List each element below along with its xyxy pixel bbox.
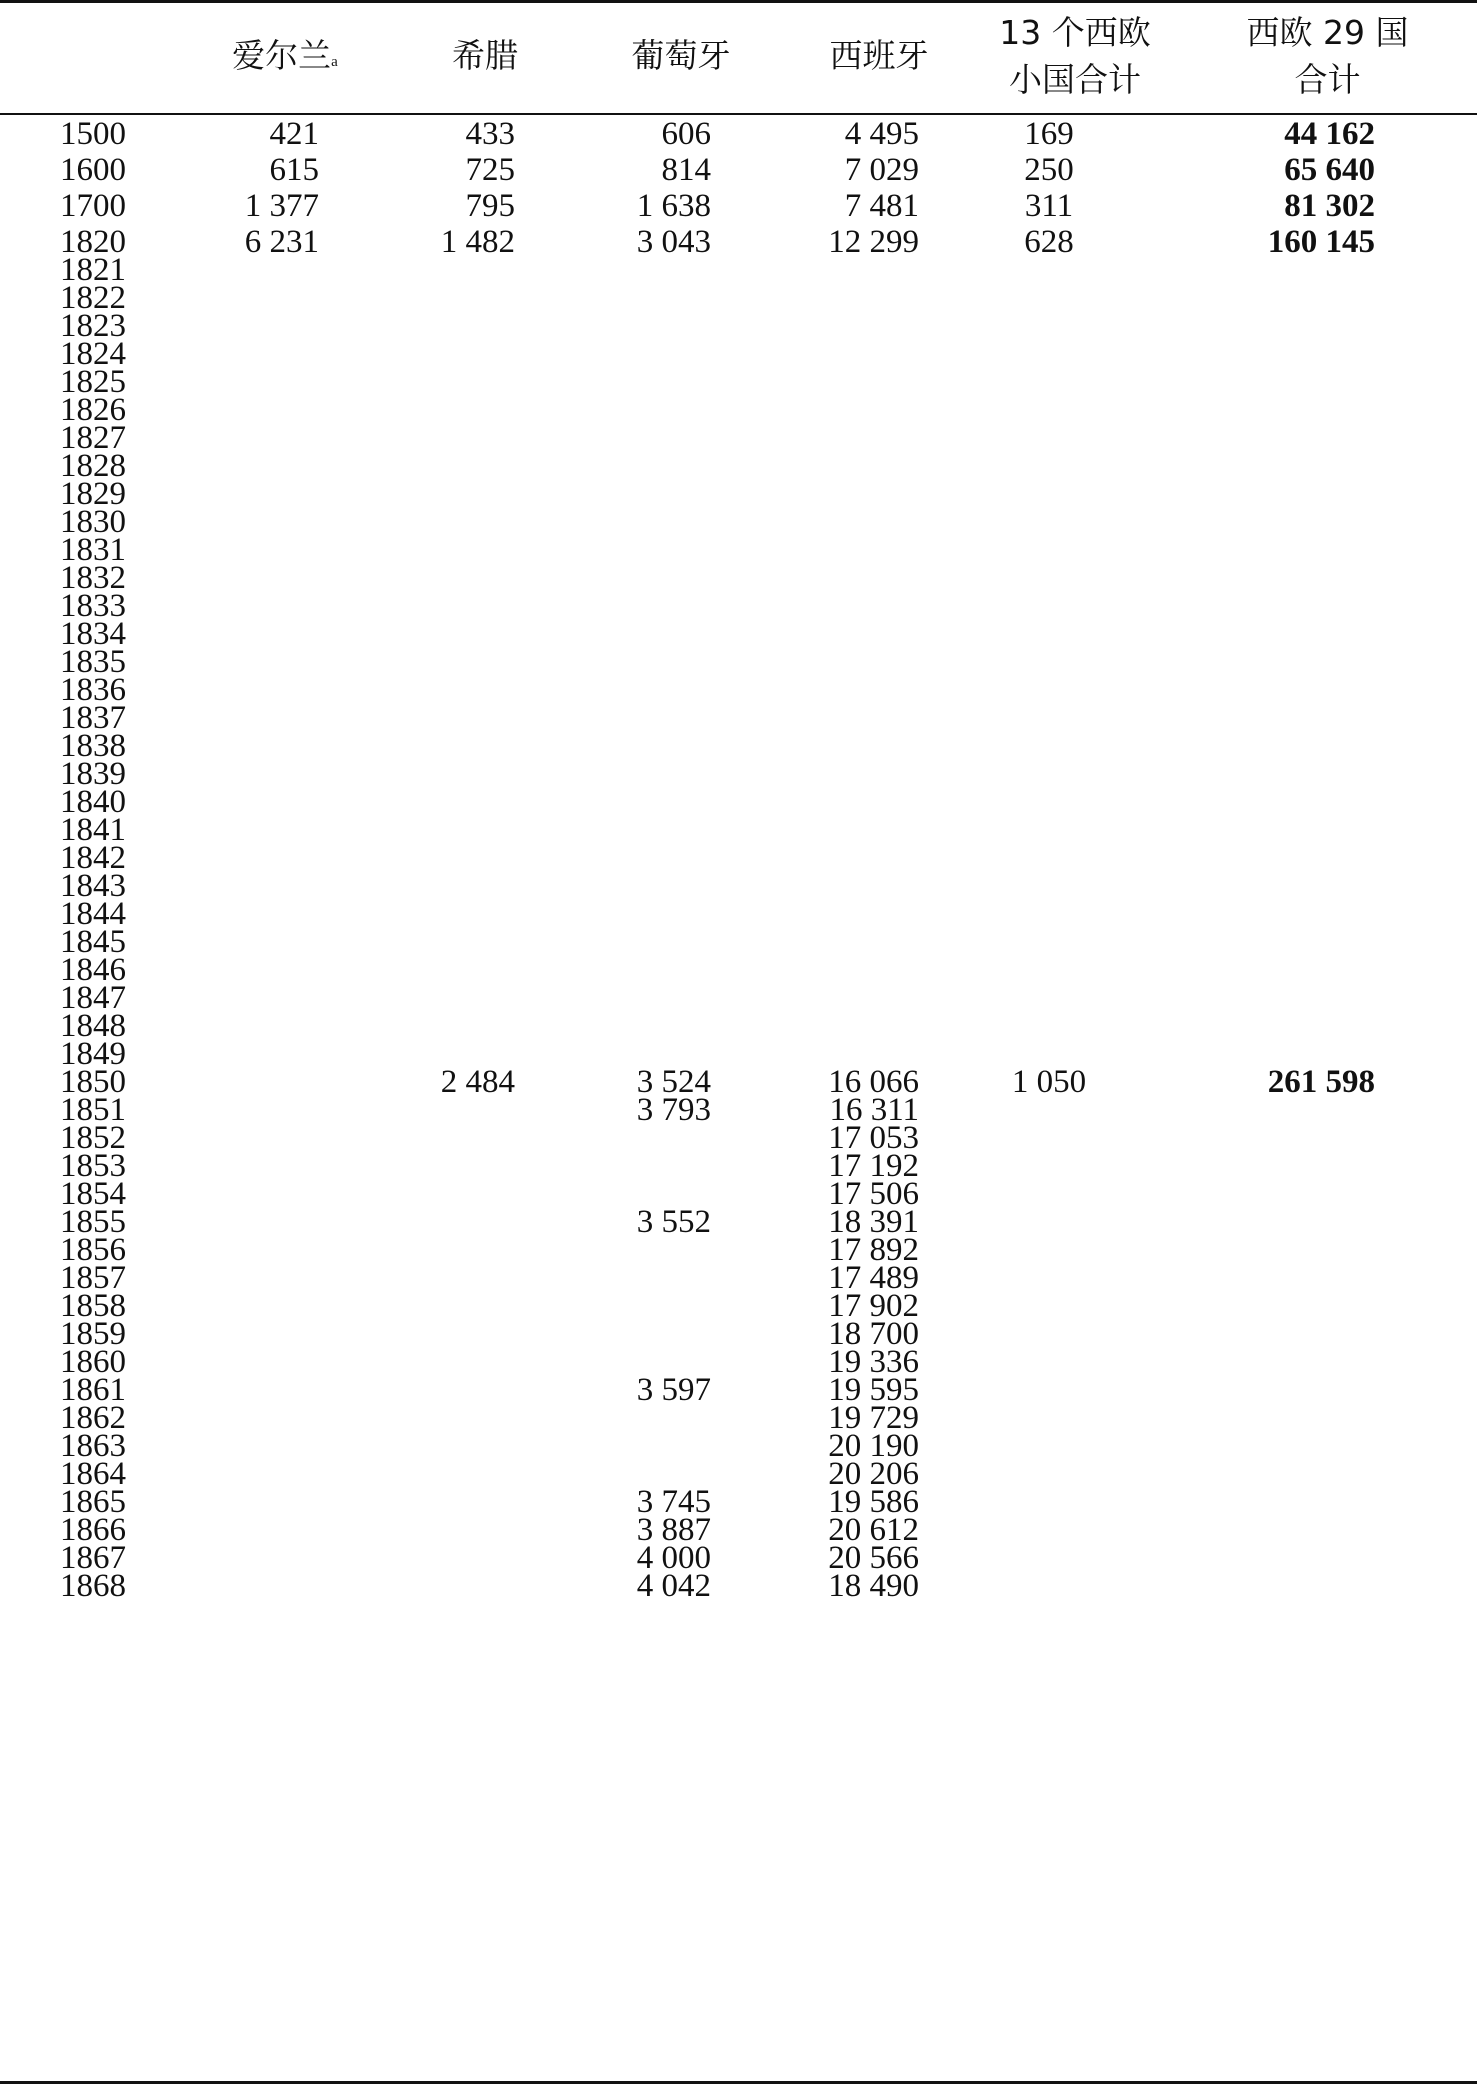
cell-year: 1837 xyxy=(60,700,126,736)
cell-spain: 7 481 xyxy=(844,188,919,224)
cell-total29: 160 145 xyxy=(1267,224,1375,260)
cell-year: 1864 xyxy=(60,1456,126,1492)
cell-year: 1821 xyxy=(60,252,126,288)
cell-year: 1822 xyxy=(60,280,126,316)
cell-spain: 17 053 xyxy=(828,1120,919,1156)
cell-year: 1833 xyxy=(60,588,126,624)
cell-year: 1847 xyxy=(60,980,126,1016)
cell-portugal: 3 745 xyxy=(636,1484,711,1520)
cell-total29: 81 302 xyxy=(1284,188,1375,224)
cell-year: 1853 xyxy=(60,1148,126,1184)
cell-year: 1866 xyxy=(60,1512,126,1548)
cell-year: 1849 xyxy=(60,1036,126,1072)
cell-spain: 16 311 xyxy=(829,1092,919,1128)
cell-spain: 19 586 xyxy=(828,1484,919,1520)
cell-spain: 20 206 xyxy=(828,1456,919,1492)
cell-spain: 16 066 xyxy=(828,1064,919,1100)
cell-ireland: 6 231 xyxy=(244,224,319,260)
cell-spain: 17 489 xyxy=(828,1260,919,1296)
cell-spain: 17 192 xyxy=(828,1148,919,1184)
cell-year: 1845 xyxy=(60,924,126,960)
cell-greece: 725 xyxy=(465,152,515,188)
cell-greece: 1 482 xyxy=(440,224,515,260)
cell-ireland: 615 xyxy=(269,152,319,188)
cell-year: 1700 xyxy=(60,188,126,224)
cell-spain: 17 892 xyxy=(828,1232,919,1268)
header-ireland xyxy=(200,33,370,79)
cell-portugal: 1 638 xyxy=(636,188,711,224)
cell-portugal: 606 xyxy=(661,116,711,152)
cell-year: 1856 xyxy=(60,1232,126,1268)
cell-portugal: 3 043 xyxy=(636,224,711,260)
table-header-rule xyxy=(0,113,1477,115)
cell-greece: 2 484 xyxy=(440,1064,515,1100)
cell-year: 1857 xyxy=(60,1260,126,1296)
cell-year: 1828 xyxy=(60,448,126,484)
cell-year: 1500 xyxy=(60,116,126,152)
cell-portugal: 3 597 xyxy=(636,1372,711,1408)
cell-spain: 20 190 xyxy=(828,1428,919,1464)
cell-year: 1832 xyxy=(60,560,126,596)
cell-greece: 433 xyxy=(465,116,515,152)
cell-year: 1861 xyxy=(60,1372,126,1408)
header-small13-line2: 小国合计 xyxy=(1009,60,1141,99)
cell-year: 1860 xyxy=(60,1344,126,1380)
cell-year: 1600 xyxy=(60,152,126,188)
cell-spain: 19 729 xyxy=(828,1400,919,1436)
cell-year: 1836 xyxy=(60,672,126,708)
cell-year: 1824 xyxy=(60,336,126,372)
cell-small13: 311 xyxy=(1024,188,1074,224)
cell-portugal: 3 552 xyxy=(636,1204,711,1240)
cell-year: 1843 xyxy=(60,868,126,904)
cell-greece: 795 xyxy=(465,188,515,224)
header-total29-line1: 西欧 29 国 xyxy=(1246,13,1409,52)
cell-year: 1867 xyxy=(60,1540,126,1576)
header-total29-line2: 合计 xyxy=(1294,60,1361,99)
cell-year: 1863 xyxy=(60,1428,126,1464)
cell-spain: 18 391 xyxy=(828,1204,919,1240)
cell-year: 1829 xyxy=(60,476,126,512)
cell-year: 1851 xyxy=(60,1092,126,1128)
cell-year: 1827 xyxy=(60,420,126,456)
cell-total29: 261 598 xyxy=(1267,1064,1375,1100)
cell-year: 1842 xyxy=(60,840,126,876)
header-ireland-footnote-marker: a xyxy=(331,54,338,70)
cell-spain: 18 490 xyxy=(828,1568,919,1604)
cell-year: 1844 xyxy=(60,896,126,932)
cell-total29: 44 162 xyxy=(1284,116,1375,152)
cell-year: 1854 xyxy=(60,1176,126,1212)
cell-spain: 12 299 xyxy=(828,224,919,260)
cell-year: 1858 xyxy=(60,1288,126,1324)
cell-year: 1862 xyxy=(60,1400,126,1436)
cell-portugal: 4 000 xyxy=(636,1540,711,1576)
cell-year: 1865 xyxy=(60,1484,126,1520)
cell-year: 1839 xyxy=(60,756,126,792)
table-top-rule xyxy=(0,0,1477,3)
cell-ireland: 1 377 xyxy=(244,188,319,224)
cell-spain: 19 336 xyxy=(828,1344,919,1380)
cell-portugal: 3 887 xyxy=(636,1512,711,1548)
cell-year: 1848 xyxy=(60,1008,126,1044)
cell-year: 1830 xyxy=(60,504,126,540)
cell-spain: 7 029 xyxy=(844,152,919,188)
cell-year: 1834 xyxy=(60,616,126,652)
cell-year: 1823 xyxy=(60,308,126,344)
header-ireland-label: 爱尔兰 xyxy=(232,36,332,75)
cell-spain: 20 566 xyxy=(828,1540,919,1576)
cell-year: 1855 xyxy=(60,1204,126,1240)
cell-small13: 250 xyxy=(1024,152,1074,188)
cell-year: 1825 xyxy=(60,364,126,400)
cell-ireland: 421 xyxy=(269,116,319,152)
header-small13-line1: 13 个西欧 xyxy=(999,13,1151,52)
table-bottom-rule xyxy=(0,2081,1477,2084)
cell-year: 1820 xyxy=(60,224,126,260)
cell-year: 1846 xyxy=(60,952,126,988)
cell-year: 1840 xyxy=(60,784,126,820)
header-greece: 希腊 xyxy=(452,36,518,75)
cell-small13: 169 xyxy=(1024,116,1074,152)
cell-spain: 20 612 xyxy=(828,1512,919,1548)
cell-year: 1868 xyxy=(60,1568,126,1604)
cell-year: 1859 xyxy=(60,1316,126,1352)
cell-portugal: 3 524 xyxy=(636,1064,711,1100)
cell-year: 1841 xyxy=(60,812,126,848)
cell-year: 1831 xyxy=(60,532,126,568)
cell-year: 1850 xyxy=(60,1064,126,1100)
header-spain: 西班牙 xyxy=(829,36,929,75)
cell-spain: 17 902 xyxy=(828,1288,919,1324)
cell-year: 1852 xyxy=(60,1120,126,1156)
cell-total29: 65 640 xyxy=(1284,152,1375,188)
cell-small13: 1 050 xyxy=(1011,1064,1087,1100)
cell-portugal: 3 793 xyxy=(636,1092,711,1128)
header-portugal: 葡萄牙 xyxy=(631,36,731,75)
cell-year: 1826 xyxy=(60,392,126,428)
cell-small13: 628 xyxy=(1024,224,1074,260)
cell-year: 1838 xyxy=(60,728,126,764)
cell-spain: 18 700 xyxy=(828,1316,919,1352)
cell-portugal: 814 xyxy=(661,152,711,188)
cell-year: 1835 xyxy=(60,644,126,680)
cell-spain: 4 495 xyxy=(844,116,919,152)
cell-spain: 19 595 xyxy=(828,1372,919,1408)
cell-portugal: 4 042 xyxy=(636,1568,711,1604)
cell-spain: 17 506 xyxy=(828,1176,919,1212)
